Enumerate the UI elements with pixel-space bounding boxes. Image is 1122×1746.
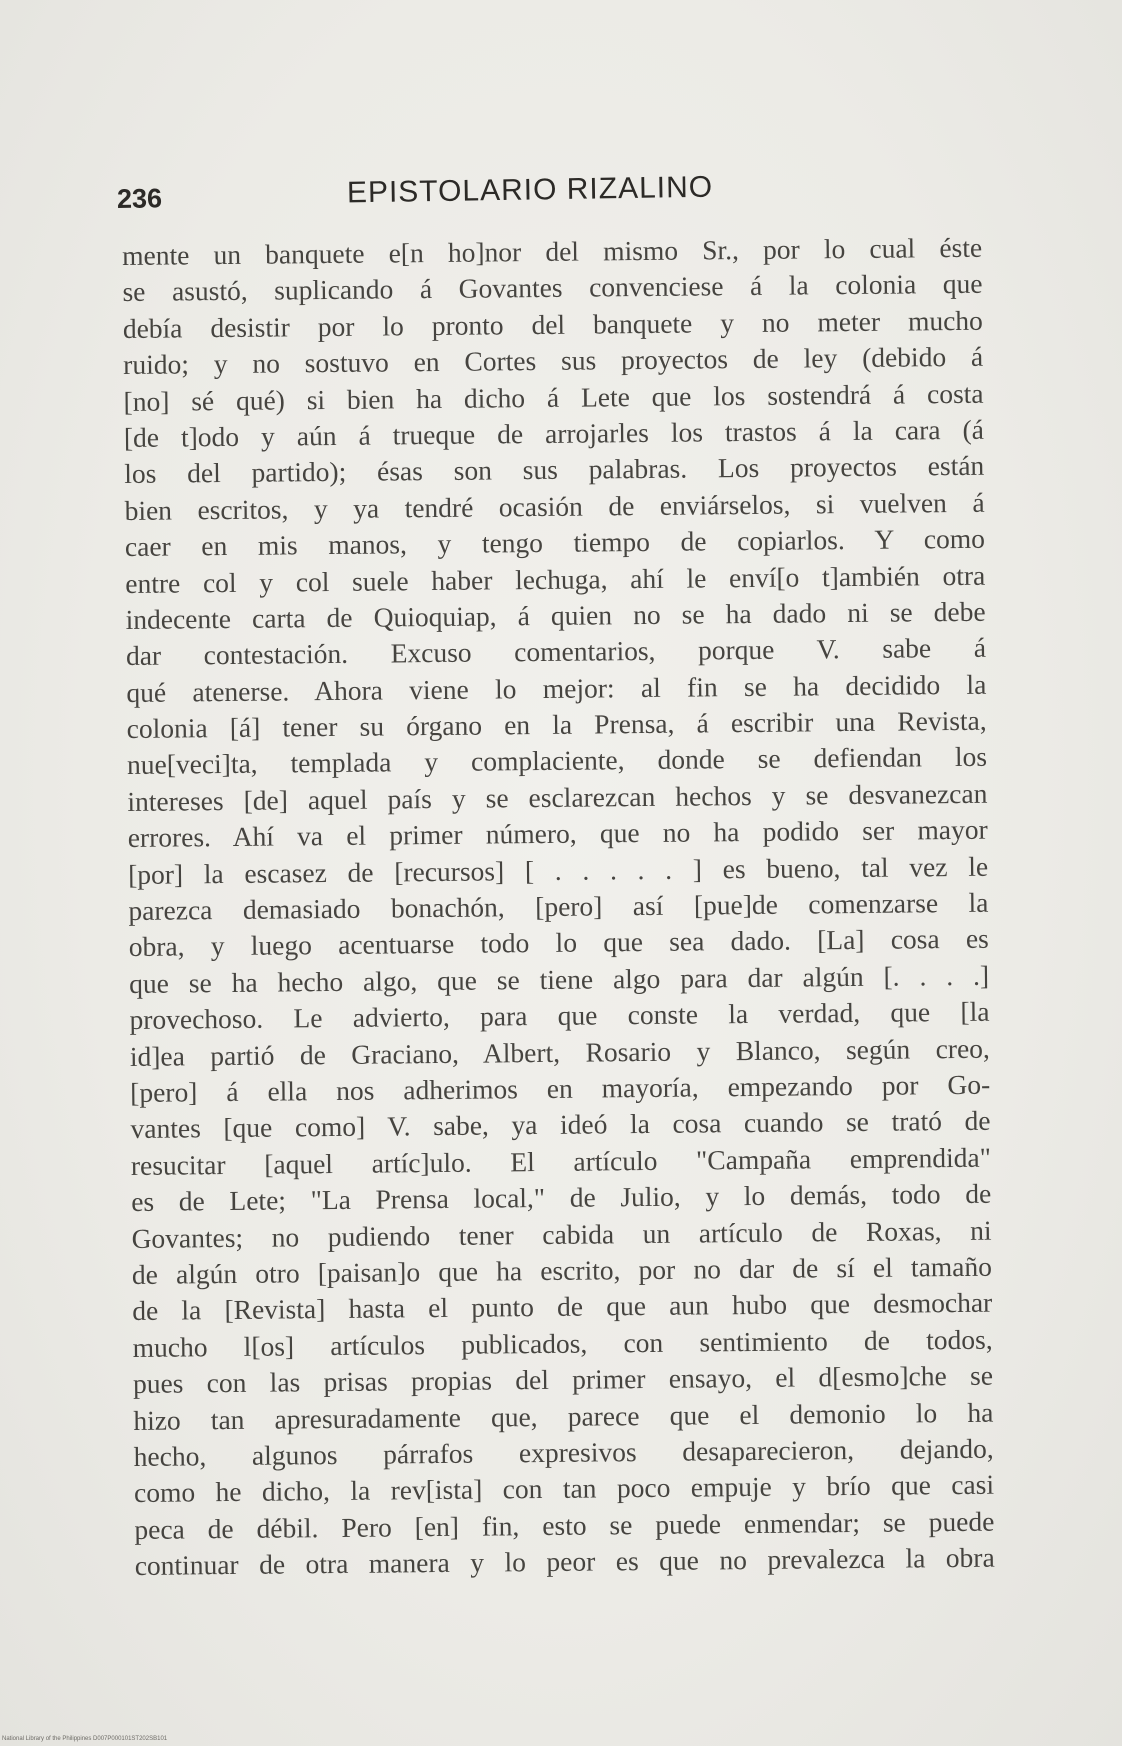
text-line: [por] la escasez de [recursos] [ . . . . . ] es bueno, tal vez le — [127, 850, 989, 890]
text-line: resucitar [aquel artíc]ulo. El artículo "Campaña emprendida" — [130, 1141, 992, 1181]
text-line: hecho, algunos párrafos expresivos desaparecieron, dejando, — [133, 1432, 994, 1472]
page-header — [117, 166, 998, 220]
text-line: errores. Ahí va el primer número, que no ha podido ser mayor — [127, 813, 988, 854]
text-line: entre col y col suele haber lechuga, ahí le enví[o t]ambién otra — [125, 559, 986, 599]
text-line: colonia [á] tener su órgano en la Prensa, á escribir una Revista, — [126, 704, 987, 745]
text-line: mente un banquete e[n ho]nor del mismo Sr., por lo cual éste — [122, 231, 983, 271]
page-number: 236 — [116, 183, 163, 214]
text-line: caer en mis manos, y tengo tiempo de copiarlos. Y como — [124, 522, 986, 563]
text-line: [no] sé qué) si bien ha dicho á Lete que los sostendrá á costa — [123, 377, 984, 417]
text-line: debía desistir por lo pronto del banquete y no meter mucho — [122, 304, 983, 344]
text-line: que se ha hecho algo, que se tiene algo para dar algún [. . . .] — [129, 959, 990, 999]
text-line: ruido; y no sostuvo en Cortes sus proyectos de ley (debido á — [123, 340, 984, 381]
text-line: Govantes; no pudiendo tener cabida un artículo de Roxas, ni — [131, 1214, 992, 1254]
text-line: [pero] á ella nos adherimos en mayoría, empezando por Go- — [130, 1068, 991, 1108]
text-line: provechoso. Le advierto, para que conste la verdad, que [la — [129, 995, 990, 1036]
running-title: EPISTOLARIO RIZALINO — [346, 170, 714, 210]
text-line: parezca demasiado bonachón, [pero] así [pue]de comenzarse la — [128, 886, 989, 926]
text-line: dar contestación. Excuso comentarios, porque V. sabe á — [125, 632, 987, 672]
text-line: intereses [de] aquel país y se esclarezcan hechos y se desvanezcan — [127, 777, 988, 817]
text-line: es de Lete; "La Prensa local," de Julio, y lo demás, todo de — [131, 1177, 992, 1218]
text-line: nue[veci]ta, templada y complaciente, donde se defiendan los — [126, 741, 988, 781]
text-line: se asustó, suplicando á Govantes convenciese á la colonia que — [122, 268, 983, 308]
text-line: id]ea partió de Graciano, Albert, Rosario y Blanco, según creo, — [129, 1032, 990, 1072]
text-line: qué atenerse. Ahora viene lo mejor: al fin se ha decidido la — [126, 668, 987, 708]
text-line: continuar de otra manera y lo peor es que no prevalezca la obra — [134, 1541, 995, 1582]
text-line: bien escritos, y ya tendré ocasión de enviárselos, si vuelven á — [124, 486, 985, 526]
text-line: de la [Revista] hasta el punto de que aun hubo que desmochar — [132, 1287, 993, 1327]
text-line: indecente carta de Quioquiap, á quien no se ha dado ni se debe — [125, 595, 986, 635]
text-line: como he dicho, la rev[ista] con tan poco empuje y brío que casi — [133, 1468, 995, 1509]
text-line: los del partido); ésas son sus palabras. Los proyectos están — [124, 450, 985, 490]
text-line: vantes [que como] V. sabe, ya ideó la cosa cuando se trató de — [130, 1105, 991, 1145]
text-line: mucho l[os] artículos publicados, con sentimiento de todos, — [132, 1323, 993, 1363]
text-line: peca de débil. Pero [en] fin, esto se puede enmendar; se puede — [134, 1505, 995, 1545]
library-stamp: National Library of the Philippines D007P000101ST202SB101 — [2, 1736, 168, 1742]
text-line: [de t]odo y aún á trueque de arrojarles los trastos á la cara (á — [123, 413, 985, 453]
text-line: de algún otro [paisan]o que ha escrito, por no dar de sí el tamaño — [131, 1250, 993, 1290]
letter-body-text — [122, 230, 995, 1585]
text-line: pues con las prisas propias del primer ensayo, el d[esmo]che se — [132, 1359, 994, 1400]
text-line: hizo tan apresuradamente que, parece que el demonio lo ha — [133, 1396, 994, 1436]
text-line: obra, y luego acentuarse todo lo que sea dado. [La] cosa es — [128, 923, 989, 963]
